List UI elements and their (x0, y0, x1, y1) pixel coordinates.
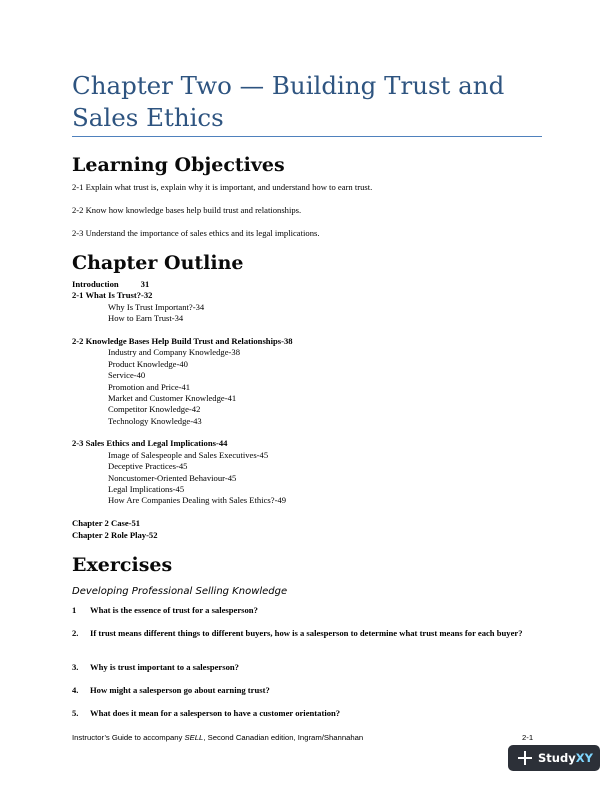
exercise-item (72, 708, 542, 719)
outline-item: Promotion and Price-41 (108, 381, 191, 392)
page-footer: Instructor’s Guide to accompany SELL, Second Canadian edition, Ingram/Shannahan (72, 733, 364, 742)
chapter-title: Chapter Two — Building Trust and Sales Ethics (72, 71, 505, 132)
learning-objective-1: 2-1 Explain what trust is, explain why it is important, and understand how to earn trust. (72, 182, 373, 192)
exercise-item (72, 605, 542, 616)
exercise-number: 1 (72, 605, 77, 615)
learning-objective-2: 2-2 Know how knowledge bases help build trust and relationships. (72, 205, 302, 215)
outline-role-play: Chapter 2 Role Play-52 (72, 529, 158, 540)
exercise-number: 4. (72, 685, 79, 695)
exercise-number: 3. (72, 662, 79, 672)
exercise-item (72, 628, 542, 639)
exercise-item (72, 662, 542, 673)
outline-item: Industry and Company Knowledge-38 (108, 347, 240, 358)
exercise-text: What is the essence of trust for a salesperson? (90, 605, 258, 615)
exercise-text: What does it mean for a salesperson to have a customer orientation? (90, 708, 341, 718)
badge-label: StudyXY (538, 751, 593, 765)
outline-item: Why Is Trust Important?-34 (108, 301, 205, 312)
outline-item: Noncustomer-Oriented Behaviour-45 (108, 472, 237, 483)
outline-item: How to Earn Trust-34 (108, 313, 184, 324)
exercise-text: How might a salesperson go about earning trust? (90, 685, 270, 695)
exercise-item (72, 685, 542, 696)
outline-item: Deceptive Practices-45 (108, 461, 188, 472)
studyxy-badge[interactable] (508, 745, 600, 771)
outline-item: Market and Customer Knowledge-41 (108, 392, 237, 403)
page-number: 2-1 (522, 733, 534, 742)
outline-introduction: Introduction 31 (72, 279, 150, 289)
outline-item: Legal Implications-45 (108, 484, 185, 495)
outline-item: Image of Salespeople and Sales Executives-45 (108, 449, 269, 460)
exercise-number: 5. (72, 708, 79, 718)
title-underline (72, 136, 542, 137)
exercise-number: 2. (72, 628, 79, 638)
exercise-text: If trust means different things to different buyers, how is a salesperson to determine what trust means for each buyer? (90, 628, 523, 638)
outline-case: Chapter 2 Case-51 (72, 518, 141, 529)
exercises-subheading: Developing Professional Selling Knowledge (72, 586, 288, 597)
learning-objective-3: 2-3 Understand the importance of sales ethics and its legal implications. (72, 228, 320, 238)
outline-item: Service-40 (108, 370, 146, 381)
outline-item: How Are Companies Dealing with Sales Ethics?-49 (108, 495, 287, 506)
outline-item: Competitor Knowledge-42 (108, 404, 201, 415)
chapter-outline-heading: Chapter Outline (72, 252, 244, 274)
exercise-text: Why is trust important to a salesperson? (90, 662, 239, 672)
exercises-heading: Exercises (72, 554, 173, 576)
learning-objectives-heading: Learning Objectives (72, 154, 285, 176)
outline-section-2-3: 2-3 Sales Ethics and Legal Implications-44 (72, 438, 228, 449)
outline-item: Technology Knowledge-43 (108, 415, 202, 426)
outline-item: Product Knowledge-40 (108, 358, 188, 369)
outline-section-2-1: 2-1 What Is Trust?-32 (72, 290, 153, 301)
outline-section-2-2: 2-2 Knowledge Bases Help Build Trust and Relationships-38 (72, 335, 293, 346)
chapter-outline (72, 279, 542, 541)
plus-icon (518, 751, 532, 765)
